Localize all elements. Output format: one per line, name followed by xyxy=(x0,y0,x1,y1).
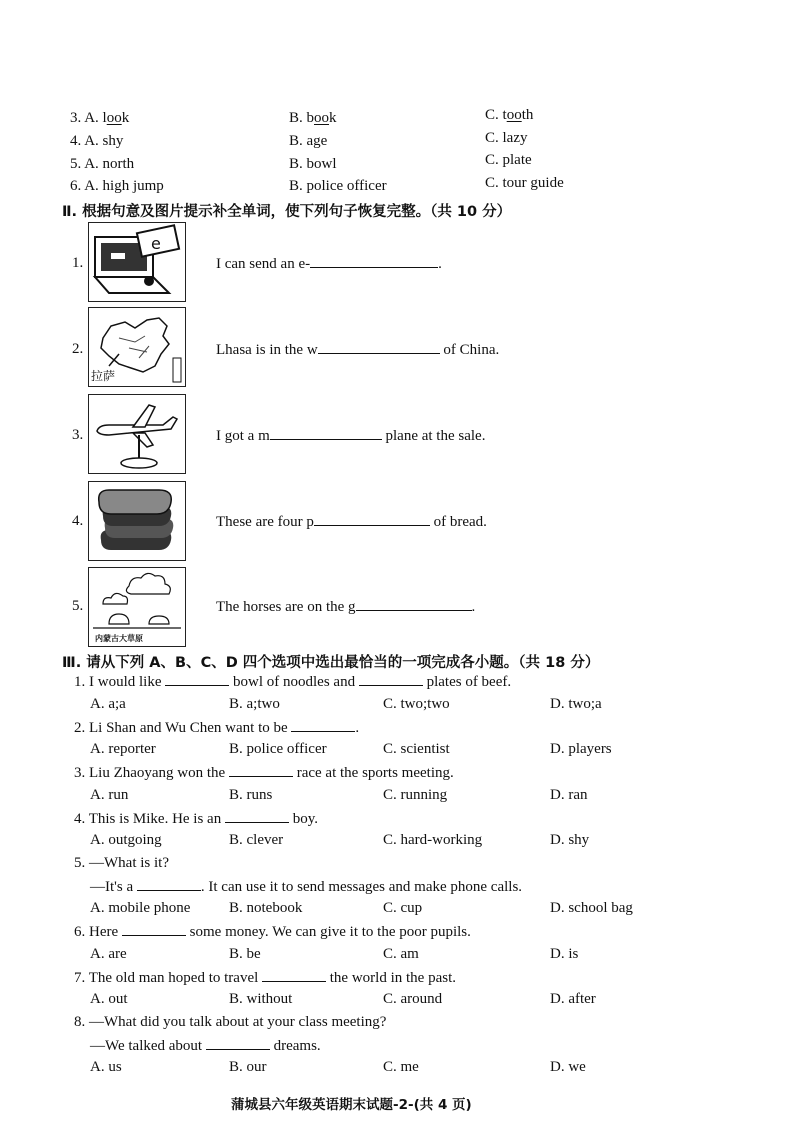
matching-row-5 xyxy=(70,156,134,173)
question-4-option-d[interactable]: D. shy xyxy=(550,832,590,848)
question-3-option-d[interactable]: D. ran xyxy=(550,786,588,803)
answer-blank[interactable] xyxy=(270,427,382,440)
question-text: bowl of noodles and xyxy=(229,674,359,690)
question-7-option-c[interactable]: C. around xyxy=(383,991,443,1007)
question-2-option-a[interactable]: A. reporter xyxy=(90,741,156,757)
question-3-option-c[interactable]: C. running xyxy=(383,786,448,803)
section-3-heading: Ⅲ. 请从下列 A、B、C、D 四个选项中选出最恰当的一项完成各小题。（共 18 分） xyxy=(62,655,600,671)
sentence-end: . xyxy=(438,256,442,272)
answer-blank[interactable] xyxy=(225,810,289,823)
option-c xyxy=(485,152,532,169)
answer-blank[interactable] xyxy=(229,764,293,777)
item-number: 1. xyxy=(72,255,84,271)
item-number: 5. xyxy=(70,156,82,172)
word-part: k xyxy=(329,110,337,126)
question-8-option-c[interactable]: C. me xyxy=(383,1059,419,1075)
question-6-option-c[interactable]: C. am xyxy=(383,945,419,962)
sentence-end: plane at the sale. xyxy=(385,428,486,444)
option-c xyxy=(485,130,528,147)
grassland-icon xyxy=(88,567,186,647)
answer-blank[interactable] xyxy=(262,969,326,982)
sentence-5 xyxy=(216,598,475,616)
item-number: 5. xyxy=(72,598,84,614)
page-footer: 蒲城县六年级英语期末试题-2-(共 4 页) xyxy=(231,1097,472,1113)
question-text: 4. This is Mike. He is an xyxy=(74,810,225,827)
answer-blank[interactable] xyxy=(122,923,186,936)
matching-row-4 xyxy=(70,133,123,150)
sentence-end: . xyxy=(471,599,476,615)
question-3-option-a[interactable]: A. run xyxy=(90,786,129,803)
answer-blank[interactable] xyxy=(356,598,472,611)
item-number: 2. xyxy=(72,341,84,357)
question-2-option-d[interactable]: D. players xyxy=(550,741,612,757)
question-3-option-b[interactable]: B. runs xyxy=(229,786,273,803)
answer-blank[interactable] xyxy=(291,719,355,732)
word-part: th xyxy=(521,107,534,123)
matching-row-6 xyxy=(70,178,164,195)
question-8-line xyxy=(90,1037,321,1055)
option-b-text: B. bowl xyxy=(289,156,337,172)
item-number: 4. xyxy=(72,513,84,529)
option-c: C. xyxy=(485,107,503,123)
sentence-text: These are four p xyxy=(216,514,314,530)
question-text: race at the sports meeting. xyxy=(292,765,454,781)
item-number: 6. xyxy=(70,178,82,194)
question-text: plates of beef. xyxy=(422,674,512,690)
answer-blank[interactable] xyxy=(137,878,201,891)
word-part: l xyxy=(102,110,107,126)
answer-blank[interactable] xyxy=(310,255,438,268)
sentence-2 xyxy=(216,341,499,359)
question-text: dreams. xyxy=(269,1037,321,1054)
question-4-option-b[interactable]: B. clever xyxy=(229,832,284,848)
question-text: boy. xyxy=(288,810,318,827)
matching-row-3-c xyxy=(485,107,533,124)
question-1-line xyxy=(74,673,511,691)
option-b xyxy=(289,178,387,195)
option-c-text: C. lazy xyxy=(485,130,528,146)
section-2-heading: Ⅱ. 根据句意及图片提示补全单词，使下列句子恢复完整。（共 10 分） xyxy=(62,204,512,220)
china-map-icon xyxy=(88,307,186,387)
question-5-option-d[interactable]: D. school bag xyxy=(550,900,633,916)
option-b-text: B. age xyxy=(289,133,328,149)
question-2-option-c[interactable]: C. scientist xyxy=(383,741,450,757)
question-2-option-b[interactable]: B. police officer xyxy=(229,741,327,757)
underlined-letters: oo xyxy=(506,107,522,123)
question-text: . It can use it to send messages and make phone calls. xyxy=(200,878,523,895)
question-2-line xyxy=(74,719,359,737)
bread-slices-icon xyxy=(88,481,186,561)
question-text: 3. Liu Zhaoyang won the xyxy=(74,765,229,781)
question-6-line xyxy=(74,923,471,941)
computer-email-icon xyxy=(88,222,186,302)
question-text: some money. We can give it to the poor pupils. xyxy=(185,924,471,940)
underlined-letters: oo xyxy=(106,110,122,126)
question-1-option-c[interactable]: C. two;two xyxy=(383,695,450,712)
question-1-option-d[interactable]: D. two;a xyxy=(550,695,602,712)
question-7-line xyxy=(74,969,456,987)
svg-text:拉萨: 拉萨 xyxy=(91,369,116,383)
question-1-option-b[interactable]: B. a;two xyxy=(229,695,280,712)
question-5-option-c[interactable]: C. cup xyxy=(383,900,423,916)
answer-blank[interactable] xyxy=(206,1037,270,1050)
answer-blank[interactable] xyxy=(165,673,229,686)
question-8-option-d[interactable]: D. we xyxy=(550,1059,586,1075)
question-text: 2. Li Shan and Wu Chen want to be xyxy=(74,719,292,736)
question-4-line xyxy=(74,810,318,828)
option-a: A. north xyxy=(84,156,135,172)
option-c-text: C. plate xyxy=(485,152,532,168)
question-3-line xyxy=(74,764,454,782)
question-5-line xyxy=(74,855,169,872)
question-text: 8. —What did you talk about at your class meeting? xyxy=(74,1014,387,1030)
question-8-option-b[interactable]: B. our xyxy=(229,1059,267,1075)
question-5-option-b[interactable]: B. notebook xyxy=(229,900,303,916)
svg-text:内蒙古大草原: 内蒙古大草原 xyxy=(95,634,143,643)
sentence-text: I got a m xyxy=(216,428,270,444)
sentence-end: of China. xyxy=(443,342,500,358)
question-text: the world in the past. xyxy=(326,969,456,986)
question-6-option-d[interactable]: D. is xyxy=(550,945,579,962)
option-c xyxy=(485,175,564,192)
question-7-option-d[interactable]: D. after xyxy=(550,991,596,1007)
item-number: 3. xyxy=(72,427,84,443)
option-a: A. xyxy=(84,110,103,126)
word-part: b xyxy=(306,110,315,126)
model-plane-icon xyxy=(88,394,186,474)
question-text: 5. —What is it? xyxy=(74,855,169,871)
option-b: B. xyxy=(289,110,307,126)
question-text: —It's a xyxy=(90,878,137,895)
question-8-option-a[interactable]: A. us xyxy=(90,1059,122,1075)
option-b-text: B. police officer xyxy=(289,178,387,194)
question-7-option-b[interactable]: B. without xyxy=(229,991,293,1007)
item-number: 3. xyxy=(70,110,82,126)
matching-row-3 xyxy=(70,110,129,127)
option-c-text: C. tour guide xyxy=(485,175,564,191)
question-4-option-c[interactable]: C. hard-working xyxy=(383,832,483,848)
question-6-option-a[interactable]: A. are xyxy=(90,945,127,962)
sentence-end: of bread. xyxy=(433,514,487,530)
sentence-1 xyxy=(216,255,442,273)
question-1-option-a[interactable]: A. a;a xyxy=(90,695,126,712)
word-part: t xyxy=(502,107,507,123)
answer-blank[interactable] xyxy=(318,341,440,354)
question-7-option-a[interactable]: A. out xyxy=(90,991,128,1007)
sentence-4 xyxy=(216,513,487,531)
question-8-line xyxy=(74,1014,386,1031)
option-a: A. shy xyxy=(84,133,124,149)
sentence-text: I can send an e- xyxy=(216,256,311,272)
question-text: . xyxy=(355,719,360,736)
word-part: k xyxy=(121,110,130,126)
matching-row-3-b xyxy=(289,110,337,127)
option-b xyxy=(289,156,337,173)
question-5-line xyxy=(90,878,522,896)
answer-blank[interactable] xyxy=(314,513,430,526)
question-text: 1. I would like xyxy=(74,674,166,690)
option-b xyxy=(289,133,327,150)
underlined-letters: oo xyxy=(314,110,330,126)
option-a: A. high jump xyxy=(84,178,164,194)
answer-blank[interactable] xyxy=(359,673,423,686)
sentence-3 xyxy=(216,427,485,445)
sentence-text: The horses are on the g xyxy=(216,599,356,615)
item-number: 4. xyxy=(70,133,82,149)
question-4-option-a[interactable]: A. outgoing xyxy=(90,832,162,848)
question-5-option-a[interactable]: A. mobile phone xyxy=(90,900,191,916)
question-text: 6. Here xyxy=(74,924,122,940)
svg-text:e: e xyxy=(151,234,161,253)
sentence-text: Lhasa is in the w xyxy=(216,342,318,358)
question-6-option-b[interactable]: B. be xyxy=(229,945,261,962)
question-text: —We talked about xyxy=(90,1037,206,1054)
question-text: 7. The old man hoped to travel xyxy=(74,969,263,986)
